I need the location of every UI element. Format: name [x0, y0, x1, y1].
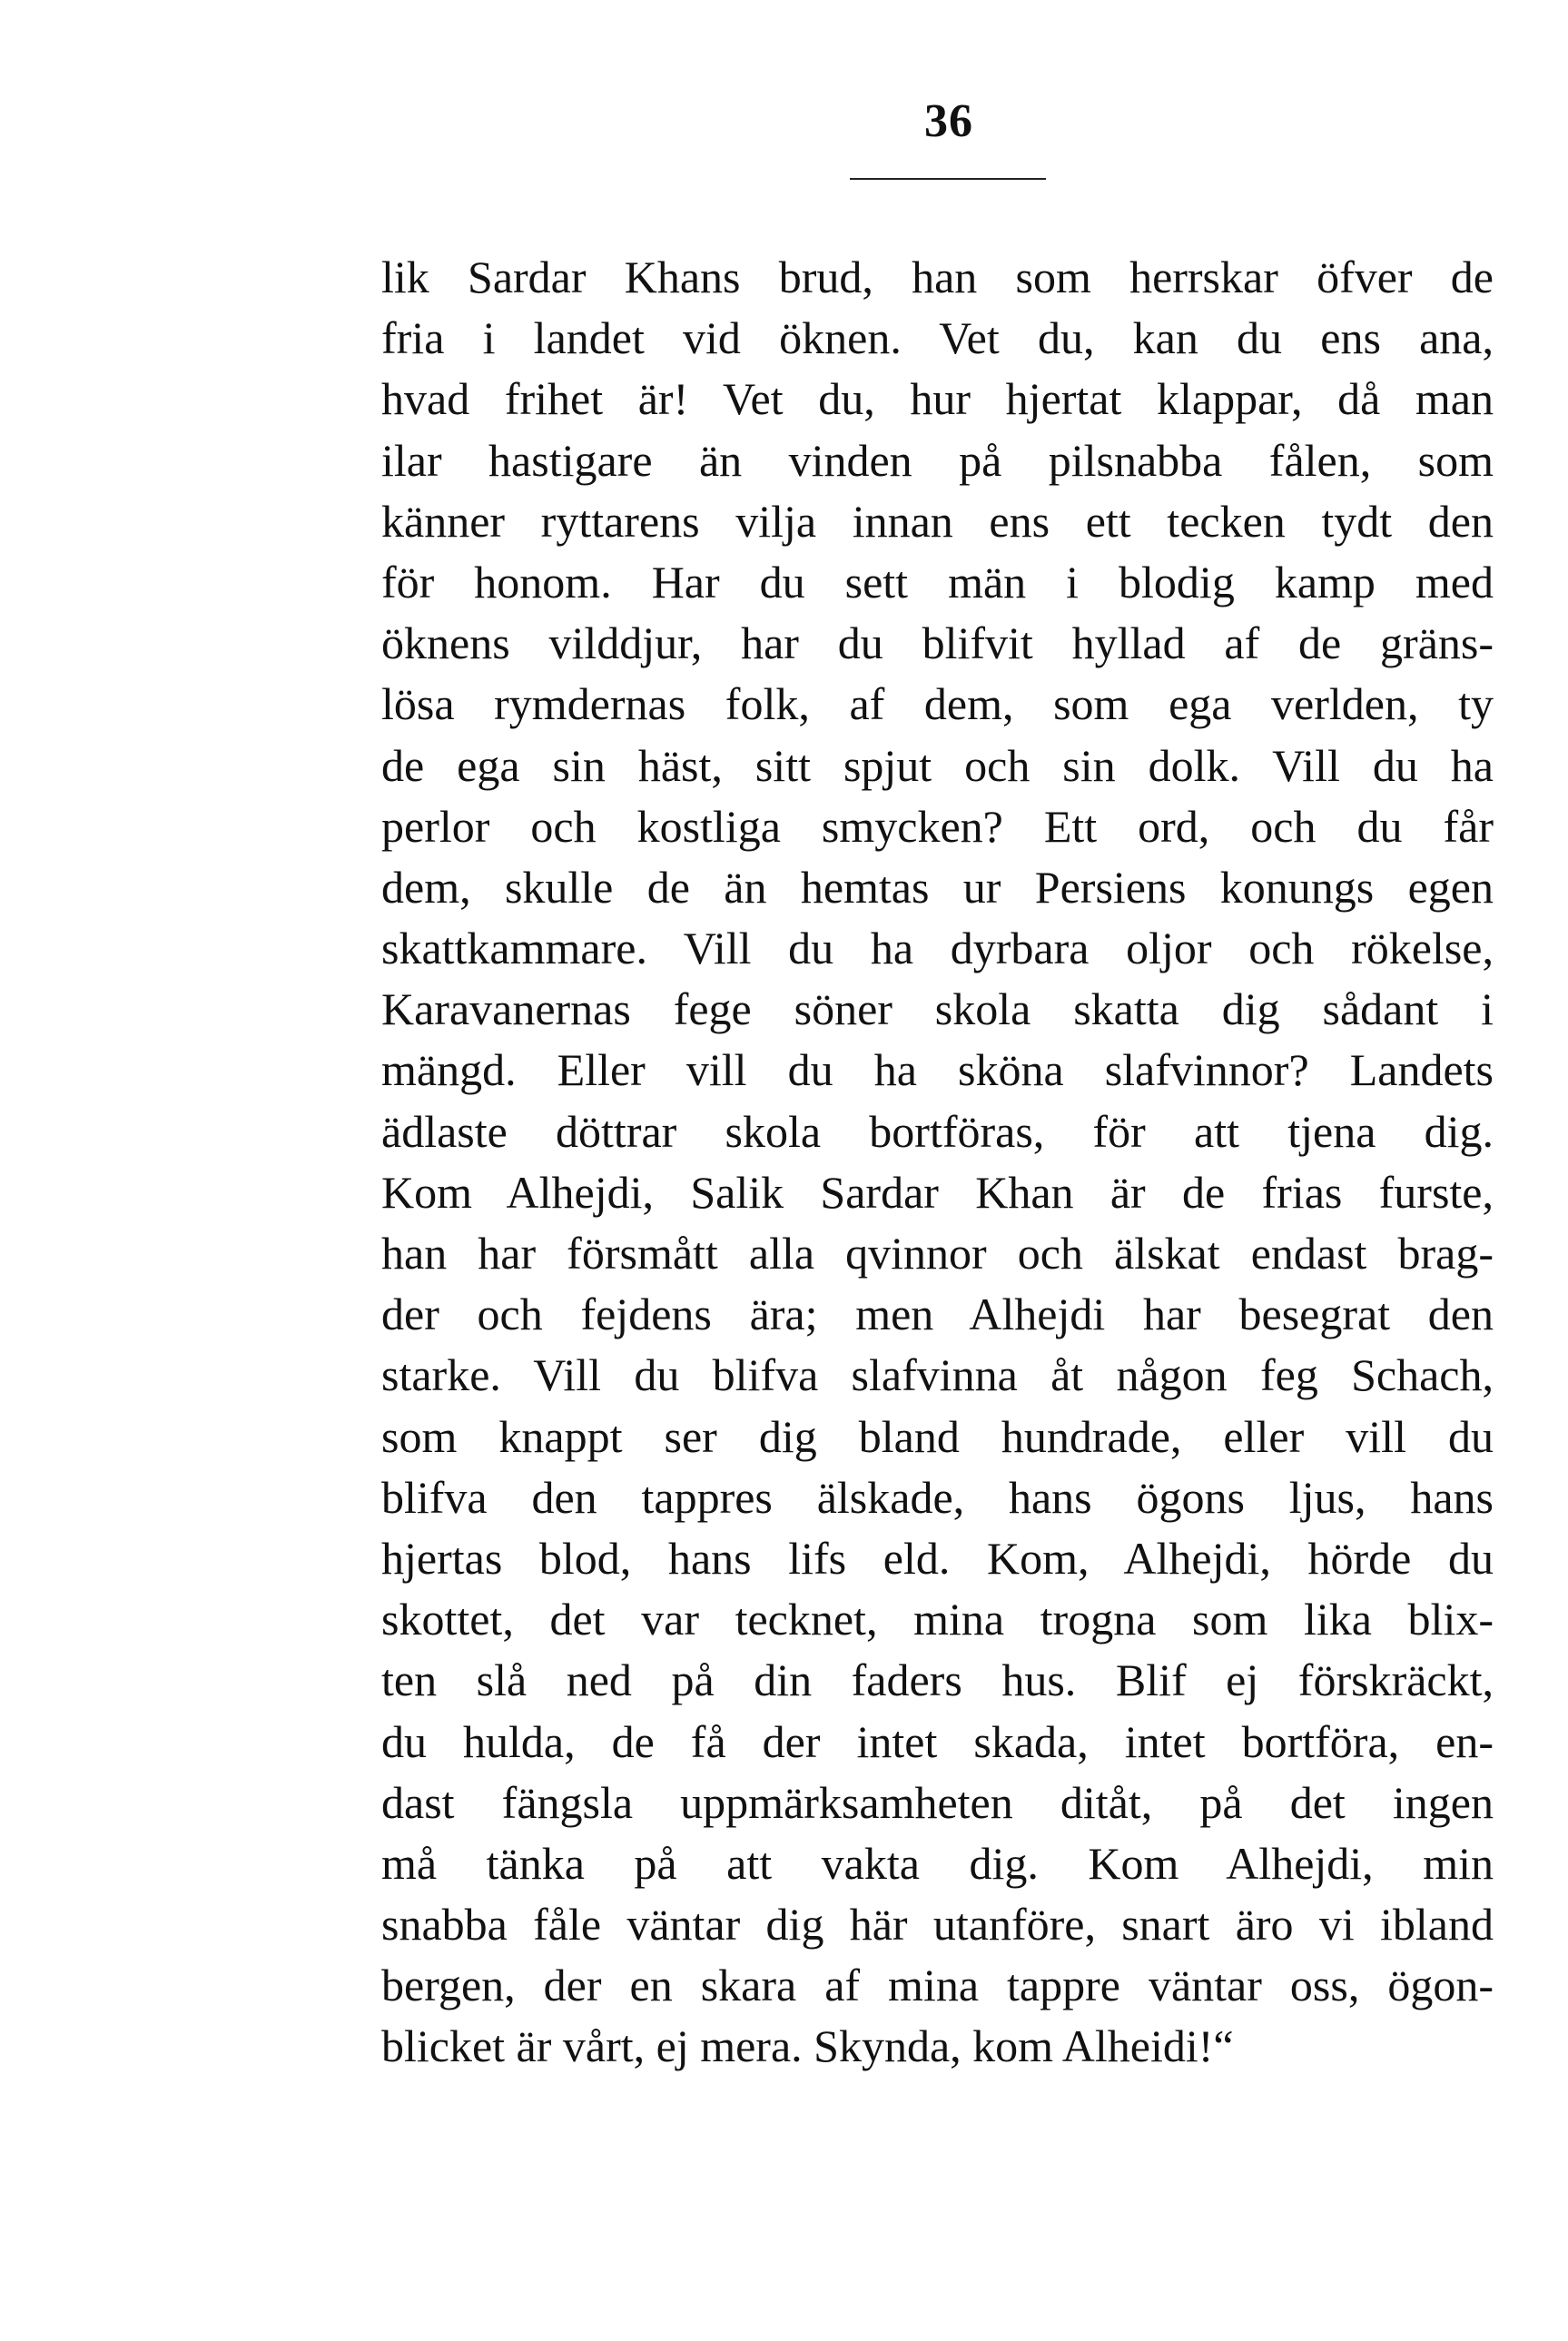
- text-line: blicket är vårt, ej mera. Skynda, kom Alheidi!“: [381, 2020, 1234, 2072]
- text-line: perlor och kostliga smycken? Ett ord, och du får: [381, 800, 1494, 852]
- text-line: skattkammare. Vill du ha dyrbara oljor och rökelse,: [381, 923, 1494, 974]
- text-line: starke. Vill du blifva slafvinna åt någon feg Schach,: [381, 1349, 1494, 1401]
- text-line: du hulda, de få der intet skada, intet bortföra, en-: [381, 1715, 1494, 1767]
- text-line: Kom Alhejdi, Salik Sardar Khan är de frias furste,: [381, 1166, 1494, 1218]
- text-line: dem, skulle de än hemtas ur Persiens konungs egen: [381, 861, 1494, 913]
- text-line: snabba fåle väntar dig här utanföre, snart äro vi ibland: [381, 1899, 1494, 1951]
- body-text: [381, 247, 1494, 2078]
- text-line: mängd. Eller vill du ha sköna slafvinnor? Landets: [381, 1044, 1494, 1096]
- page-number: 36: [924, 95, 973, 147]
- text-line: ilar hastigare än vinden på pilsnabba fålen, som: [381, 434, 1494, 486]
- text-line: känner ryttarens vilja innan ens ett tecken tydt den: [381, 495, 1494, 547]
- text-line: fria i landet vid öknen. Vet du, kan du ens ana,: [381, 312, 1494, 364]
- text-line: dast fängsla uppmärksamheten ditåt, på det ingen: [381, 1776, 1494, 1828]
- text-line: skottet, det var tecknet, mina trogna som lika blix-: [381, 1594, 1494, 1645]
- text-line: han har försmått alla qvinnor och älskat endast brag-: [381, 1228, 1494, 1279]
- text-line: för honom. Har du sett män i blodig kamp med: [381, 556, 1494, 607]
- text-line: hjertas blod, hans lifs eld. Kom, Alhejdi, hörde du: [381, 1532, 1494, 1584]
- text-line: lik Sardar Khans brud, han som herrskar öfver de: [381, 252, 1494, 302]
- text-line: må tänka på att vakta dig. Kom Alhejdi, min: [381, 1837, 1494, 1889]
- text-line: hvad frihet är! Vet du, hur hjertat klappar, då man: [381, 373, 1494, 425]
- text-line: som knappt ser dig bland hundrade, eller vill du: [381, 1410, 1494, 1462]
- text-line: bergen, der en skara af mina tappre väntar oss, ögon-: [381, 1960, 1494, 2011]
- text-line: lösa rymdernas folk, af dem, som ega verlden, ty: [381, 678, 1494, 730]
- text-line: Karavanernas fege söner skola skatta dig sådant i: [381, 983, 1494, 1035]
- text-line: der och fejdens ära; men Alhejdi har besegrat den: [381, 1289, 1494, 1340]
- text-line: öknens vilddjur, har du blifvit hyllad af de gräns-: [381, 617, 1494, 669]
- text-line: de ega sin häst, sitt spjut och sin dolk. Vill du ha: [381, 739, 1494, 791]
- text-line: ädlaste döttrar skola bortföras, för att tjena dig.: [381, 1105, 1494, 1157]
- text-line: blifva den tappres älskade, hans ögons ljus, hans: [381, 1471, 1494, 1523]
- header-rule: [850, 178, 1046, 180]
- text-line: ten slå ned på din faders hus. Blif ej förskräckt,: [381, 1655, 1494, 1706]
